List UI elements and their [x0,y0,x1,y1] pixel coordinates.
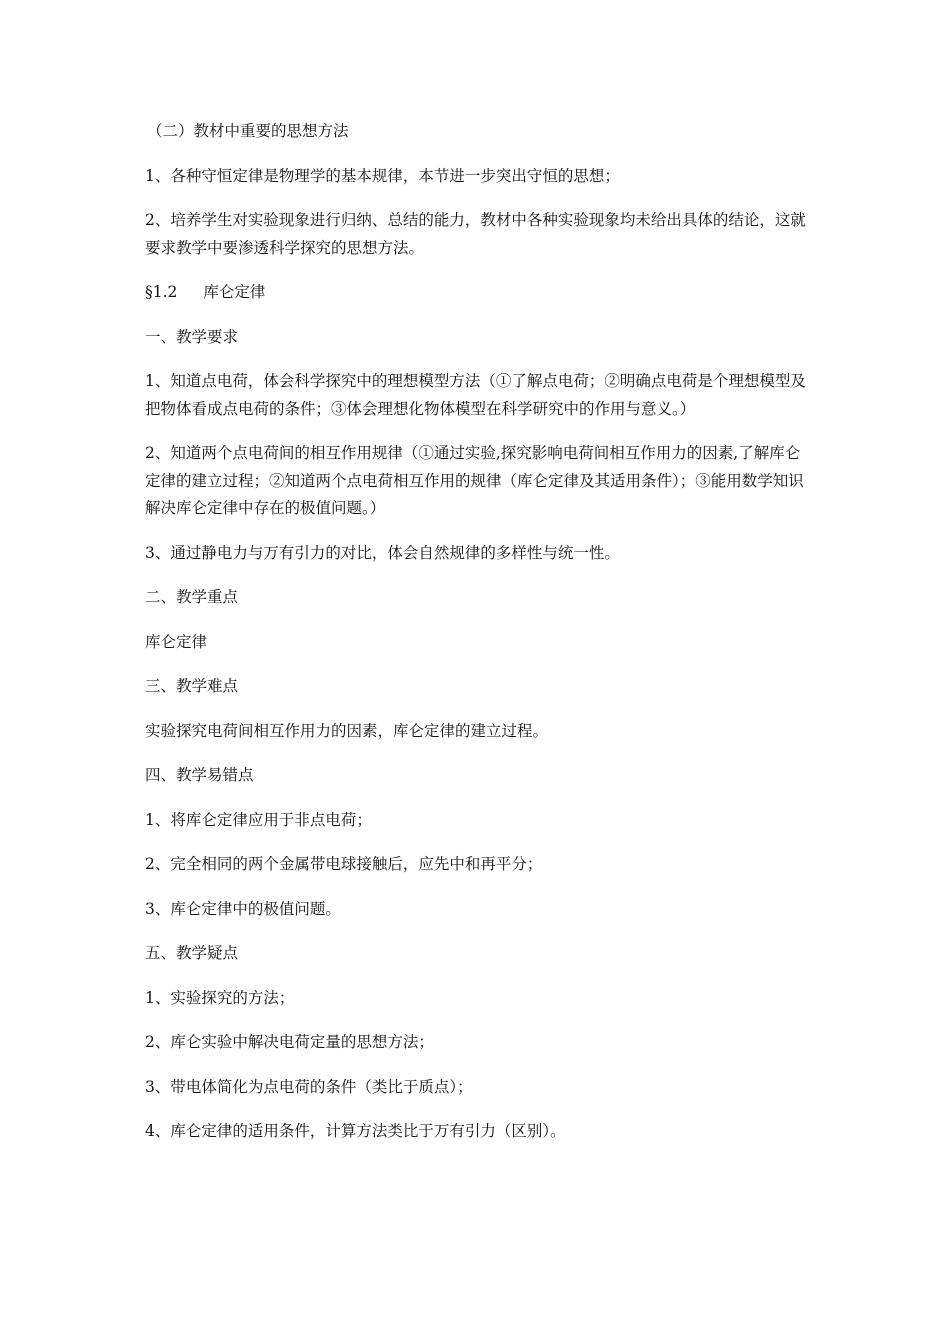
paragraph-doubt-2: 2、库仑实验中解决电荷定量的思想方法； [145,1033,434,1051]
heading-teaching-requirements: 一、教学要求 [145,327,239,346]
paragraph-doubt-3: 3、带电体简化为点电荷的条件（类比于质点）； [145,1077,473,1096]
paragraph-conservation-laws: 1、各种守恒定律是物理学的基本规律，本节进一步突出守恒的思想； [145,166,620,185]
paragraph-difficulty: 实验探究电荷间相互作用力的因素，库仑定律的建立过程。 [145,721,549,740]
heading-common-errors: 四、教学易错点 [145,766,254,784]
heading-teaching-key-point: 二、教学重点 [145,588,239,606]
paragraph-doubt-1: 1、实验探究的方法； [145,988,295,1007]
paragraph-error-2: 2、完全相同的两个金属带电球接触后，应先中和再平分； [145,855,543,873]
paragraph-requirement-2: 2、知道两个点电荷间的相互作用规律（①通过实验,探究影响电荷间相互作用力的因素,了解库仑定律的建立过程；②知道两个点电荷相互作用的规律（库仑定律及其适用条件）；③能用数学知识解决库仑定律中存在的极值问题。） [145,444,804,517]
section-name: 库仑定律 [203,283,266,301]
paragraph-induction-ability: 2、培养学生对实验现象进行归纳、总结的能力，教材中各种实验现象均未给出具体的结论，这就要求教学中要渗透科学探究的思想方法。 [145,211,806,257]
paragraph-error-1: 1、将库仑定律应用于非点电荷； [145,810,372,829]
heading-teaching-difficulty: 三、教学难点 [145,677,239,695]
subsection-heading-thinking-methods: （二）教材中重要的思想方法 [147,122,349,140]
paragraph-error-3: 3、库仑定律中的极值问题。 [145,899,341,918]
document-page [145,118,810,1163]
paragraph-requirement-1: 1、知道点电荷，体会科学探究中的理想模型方法（①了解点电荷；②明确点电荷是个理想模型及把物体看成点电荷的条件；③体会理想化物体模型在科学研究中的作用与意义。） [145,372,806,418]
paragraph-doubt-4: 4、库仑定律的适用条件，计算方法类比于万有引力（区别）。 [145,1122,566,1140]
section-title-coulomb-law [145,279,810,307]
paragraph-requirement-3: 3、通过静电力与万有引力的对比，体会自然规律的多样性与统一性。 [145,543,620,562]
heading-teaching-doubts: 五、教学疑点 [145,944,239,962]
paragraph-key-point: 库仑定律 [145,632,208,651]
section-number: §1.2 [145,283,178,301]
